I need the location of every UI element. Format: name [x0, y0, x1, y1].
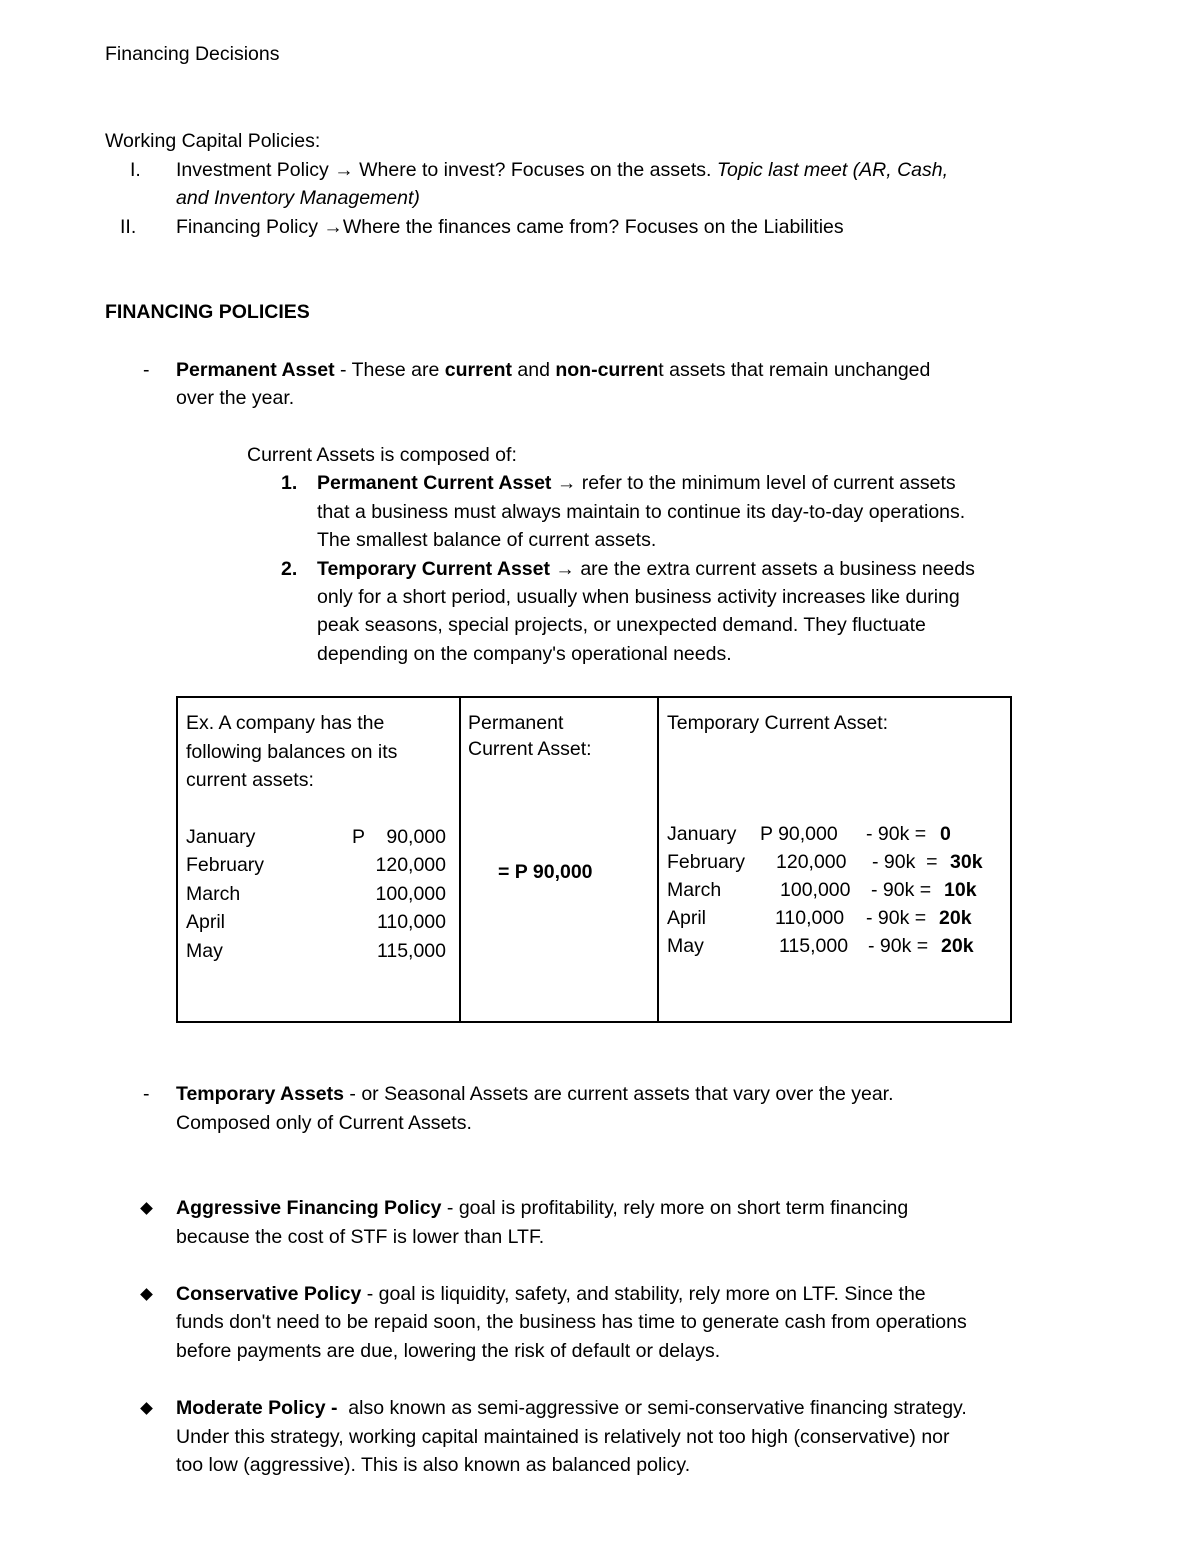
calc-result: 20k: [939, 907, 972, 929]
calc-amount: P 90,000: [760, 823, 838, 845]
policy-line: funds don't need to be repaid soon, the business has time to generate cash from operations: [176, 1311, 967, 1333]
moderate-policy-def: [176, 1394, 967, 1423]
calc-result: 20k: [941, 935, 974, 957]
calc-expression: - 90k =: [871, 879, 932, 901]
policy-line: too low (aggressive). This is also known as balanced policy.: [176, 1454, 691, 1476]
list-line: only for a short period, usually when business activity increases like during: [317, 586, 960, 608]
term: Temporary Assets: [176, 1083, 344, 1105]
wc-item-number: II.: [120, 216, 137, 238]
permanent-current-asset-value: = P 90,000: [498, 861, 593, 883]
text: - goal is liquidity, safety, and stability, rely more on LTF. Since the: [361, 1283, 926, 1305]
calc-amount: 110,000: [775, 907, 845, 929]
term-noncurrent: non-curren: [555, 359, 659, 381]
dash-marker: -: [143, 359, 150, 381]
temporary-assets-def-cont: Composed only of Current Assets.: [176, 1112, 472, 1134]
term: Permanent Asset: [176, 359, 335, 381]
col1-intro-line: following balances on its: [186, 741, 398, 763]
conservative-policy-def: [176, 1280, 926, 1309]
bullet-diamond-icon: [140, 1402, 153, 1415]
term-current: current: [444, 359, 512, 381]
wc-title: Working Capital Policies:: [105, 130, 321, 152]
composed-intro: Current Assets is composed of:: [247, 444, 517, 466]
calc-expression: - 90k =: [872, 851, 938, 873]
month-label: April: [186, 911, 226, 933]
bullet-diamond-icon: [140, 1202, 153, 1215]
section-title: FINANCING POLICIES: [105, 301, 310, 323]
bullet-diamond-icon: [140, 1288, 153, 1301]
month-amount: 110,000: [376, 911, 446, 933]
month-label: February: [186, 854, 265, 876]
wc-item-investment: [176, 156, 948, 185]
text: - or Seasonal Assets are current assets that vary over the year.: [344, 1083, 894, 1105]
calc-expression: - 90k =: [866, 907, 927, 929]
permanent-asset-def-cont: over the year.: [176, 387, 295, 409]
calc-amount: 100,000: [780, 879, 851, 901]
calc-amount: 120,000: [776, 851, 847, 873]
aggressive-policy-def: [176, 1194, 908, 1223]
calc-amount: 115,000: [779, 935, 849, 957]
list-line: The smallest balance of current assets.: [317, 529, 657, 551]
dash-marker: -: [143, 1083, 150, 1105]
list-number: 2.: [281, 558, 298, 580]
text: → are the extra current assets a business needs: [549, 558, 975, 580]
list-line: peak seasons, special projects, or unexpected demand. They fluctuate: [317, 614, 926, 636]
term: Temporary Current Asset: [317, 558, 550, 580]
policy-line: Under this strategy, working capital maintained is relatively not too high (conservative) nor: [176, 1426, 950, 1448]
calc-result: 0: [940, 823, 951, 845]
calc-result: 10k: [944, 879, 977, 901]
text: and: [511, 359, 556, 381]
policy-line: before payments are due, lowering the risk of default or delays.: [176, 1340, 721, 1362]
wc-item-financing: Financing Policy →Where the finances came from? Focuses on the Liabilities: [176, 216, 844, 238]
month-amount: 100,000: [375, 883, 446, 905]
example-table: [176, 696, 1012, 1023]
text: → refer to the minimum level of current assets: [551, 472, 956, 494]
text: also known as semi-aggressive or semi-conservative financing strategy.: [342, 1397, 967, 1419]
month-amount: 120,000: [375, 854, 446, 876]
policy-line: because the cost of STF is lower than LTF.: [176, 1226, 545, 1248]
list-line: depending on the company's operational needs.: [317, 643, 732, 665]
calc-month: January: [667, 823, 737, 845]
month-label: January: [186, 826, 256, 848]
col3-header: Temporary Current Asset:: [667, 712, 889, 734]
permanent-current-asset-def: [317, 469, 956, 498]
col1-intro-line: Ex. A company has the: [186, 712, 385, 734]
calc-month: April: [667, 907, 707, 929]
col2-header-line: Permanent: [468, 712, 564, 734]
permanent-asset-def: [176, 356, 930, 385]
list-number: 1.: [281, 472, 298, 494]
calc-expression: - 90k =: [866, 823, 927, 845]
table-divider: [657, 698, 659, 1021]
calc-month: February: [667, 851, 746, 873]
page-header: Financing Decisions: [105, 43, 280, 65]
calc-result: 30k: [950, 851, 983, 873]
month-amount: 115,000: [376, 940, 446, 962]
text: - These are: [334, 359, 445, 381]
table-divider: [459, 698, 461, 1021]
calc-month: May: [667, 935, 704, 957]
calc-month: March: [667, 879, 722, 901]
wc-item-note: Topic last meet (AR, Cash,: [716, 159, 949, 181]
temporary-assets-def: [176, 1080, 894, 1109]
temporary-current-asset-def: [317, 555, 975, 584]
term: Moderate Policy -: [176, 1397, 343, 1419]
col1-intro-line: current assets:: [186, 769, 314, 791]
wc-item-note-cont: and Inventory Management): [176, 187, 420, 209]
month-label: March: [186, 883, 241, 905]
term: Permanent Current Asset: [317, 472, 552, 494]
calc-expression: - 90k =: [868, 935, 929, 957]
wc-item-number: I.: [130, 159, 141, 181]
text: - goal is profitability, rely more on short term financing: [441, 1197, 909, 1219]
wc-item-text: Investment Policy → Where to invest? Focuses on the assets.: [176, 159, 717, 181]
col2-header-line: Current Asset:: [468, 738, 592, 760]
month-amount: P 90,000: [352, 826, 446, 848]
term: Conservative Policy: [176, 1283, 362, 1305]
list-line: that a business must always maintain to continue its day-to-day operations.: [317, 501, 966, 523]
term: Aggressive Financing Policy: [176, 1197, 442, 1219]
month-label: May: [186, 940, 223, 962]
text: t assets that remain unchanged: [658, 359, 931, 381]
